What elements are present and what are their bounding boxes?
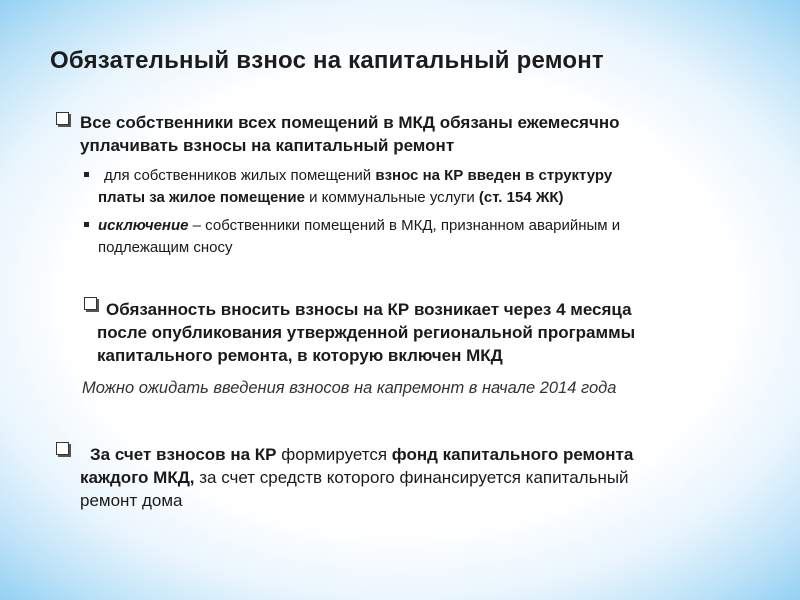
item-3-text-c: фонд капитального ремонта: [391, 445, 634, 464]
item-2-line-3: капитального ремонта, в которую включен МКД: [97, 346, 503, 365]
note-text: Можно ожидать введения взносов на капремонт в начале 2014 года: [82, 379, 617, 397]
item-1-line-1: Все собственники всех помещений в МКД обязаны ежемесячно: [80, 113, 620, 132]
slide-title: Обязательный взнос на капитальный ремонт: [50, 47, 604, 74]
item-3-text-e: за счет средств которого финансируется капитальный: [194, 468, 629, 487]
item-3-text-a: За счет взносов на КР: [90, 445, 277, 464]
sub-1-text-e: (ст. 154 ЖК): [478, 189, 564, 206]
checkbox-bullet-icon: [56, 112, 69, 125]
item-2: [106, 298, 786, 321]
sub-2-text-c: подлежащим сносу: [98, 239, 233, 256]
sub-1-text-a: для собственников жилых помещений: [104, 167, 376, 184]
checkbox-bullet-icon: [84, 297, 97, 310]
sub-1-text-b: взнос на КР введен в структуру: [375, 167, 613, 184]
square-bullet-icon: [84, 172, 89, 177]
item-2-line-1: Обязанность вносить взносы на КР возникает через 4 месяца: [106, 300, 632, 319]
item-2-cont: [97, 321, 787, 367]
item-3-text-b: формируется: [276, 445, 392, 464]
square-bullet-icon: [84, 222, 89, 227]
item-1: [80, 111, 780, 157]
item-3-text-f: ремонт дома: [80, 491, 183, 510]
sub-item-1: [98, 165, 788, 209]
item-2-line-2: после опубликования утвержденной региональной программы: [97, 323, 636, 342]
sub-2-text-b: – собственники помещений в МКД, признанном аварийным и: [188, 217, 621, 234]
sub-item-2: [98, 215, 788, 259]
item-3-text-d: каждого МКД,: [80, 468, 195, 487]
sub-1-text-c: платы за жилое помещение: [98, 189, 305, 206]
item-1-line-2: уплачивать взносы на капитальный ремонт: [80, 136, 455, 155]
sub-1-text-d: и коммунальные услуги: [304, 189, 479, 206]
item-3: [80, 443, 790, 512]
sub-2-text-a: исключение: [98, 217, 189, 234]
checkbox-bullet-icon: [56, 442, 69, 455]
